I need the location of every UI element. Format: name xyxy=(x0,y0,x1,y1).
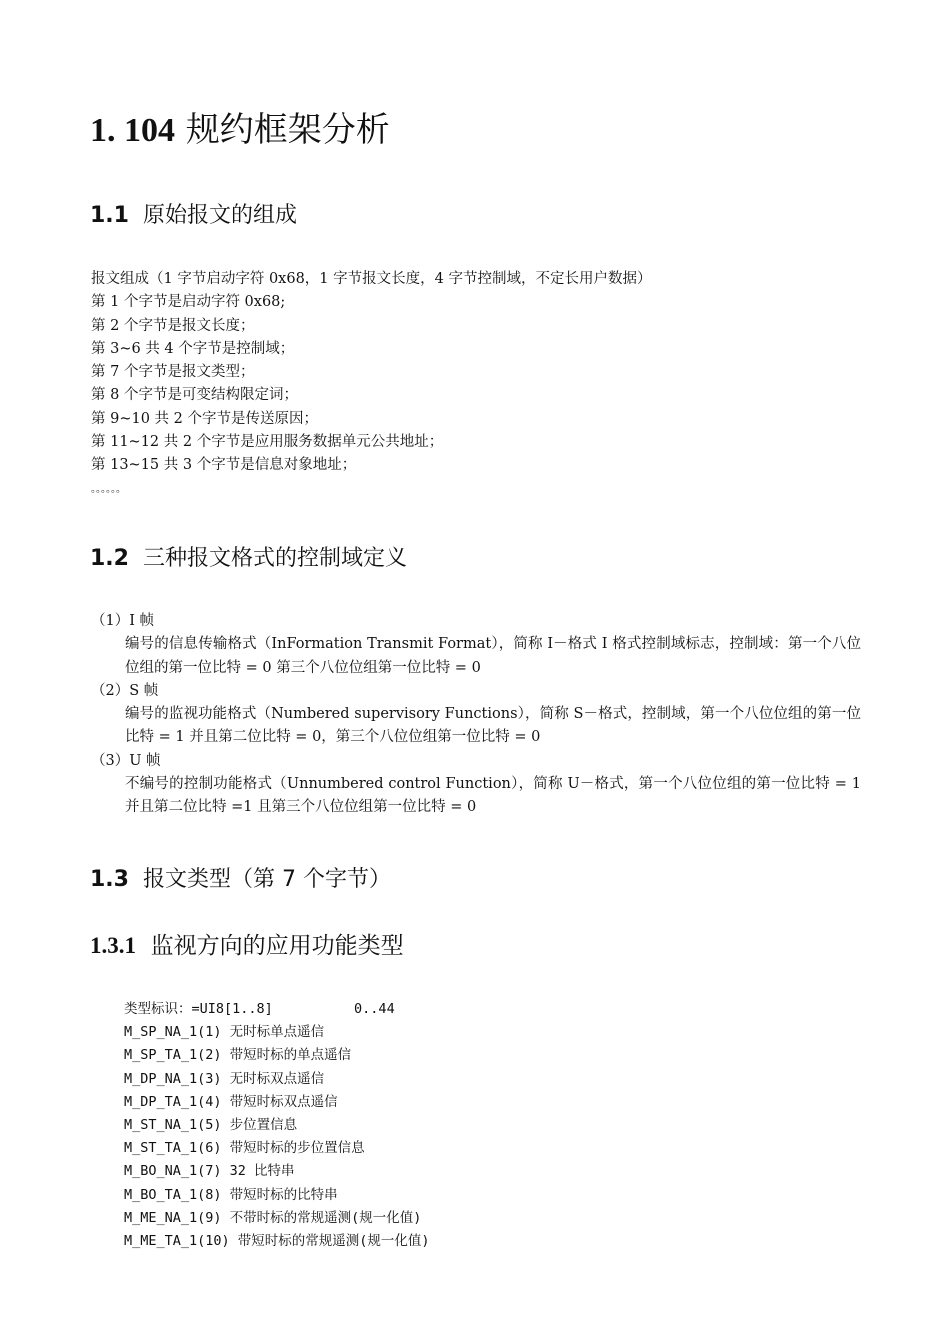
type-identification-list xyxy=(124,998,430,1253)
list-item: M_ST_NA_1(5) 步位置信息 xyxy=(124,1116,298,1133)
list-item: 报文组成（1 字节启动字符 0x68，1 字节报文长度，4 字节控制域，不定长用户数据） xyxy=(91,271,652,287)
control-field-formats xyxy=(91,610,861,820)
chapter-title: 规约框架分析 xyxy=(185,110,390,150)
format-description-i-frame: 编号的信息传输格式（InFormation Transmit Format），简称 I－格式 I 格式控制域标志，控制域：第一个八位位组的第一位比特 = 0 第三个八位位组第一位比特 = 0 xyxy=(125,636,861,676)
list-item: M_DP_NA_1(3) 无时标双点遥信 xyxy=(124,1070,325,1087)
list-item: M_BO_TA_1(8) 带短时标的比特串 xyxy=(124,1186,338,1203)
format-description-u-frame: 不编号的控制功能格式（Unnumbered control Function），简称 U－格式，第一个八位位组的第一位比特 = 1 并且第二位比特 =1 且第三个八位位组第一位比特 = 0 xyxy=(125,776,861,816)
list-item: 第 7 个字节是报文类型； xyxy=(91,364,255,381)
section-title: 原始报文的组成 xyxy=(142,203,297,228)
list-item: 第 1 个字节是启动字符 0x68; xyxy=(91,294,286,311)
section-1-3-1-heading xyxy=(90,930,404,962)
format-description-s-frame: 编号的监视功能格式（Numbered supervisory Functions），简称 S－格式，控制域，第一个八位位组的第一位比特 = 1 并且第二位比特 = 0，第三个八位位组第一位比特 = 0 xyxy=(125,706,861,746)
list-item: M_DP_TA_1(4) 带短时标双点遥信 xyxy=(124,1093,338,1110)
subsection-title: 监视方向的应用功能类型 xyxy=(150,933,404,959)
list-item: M_BO_NA_1(7) 32 比特串 xyxy=(124,1163,295,1180)
list-item: M_ME_TA_1(10) 带短时标的常规遥测(规一化值) xyxy=(124,1232,430,1249)
subsection-number: 1.3.1 xyxy=(90,933,136,958)
list-item: 第 3~6 共 4 个字节是控制域； xyxy=(91,340,295,357)
list-item: M_ST_TA_1(6) 带短时标的步位置信息 xyxy=(124,1140,365,1157)
format-title-u-frame: （3）U 帧 xyxy=(91,752,161,769)
section-1-3-heading xyxy=(90,865,391,895)
list-item: 第 2 个字节是报文长度； xyxy=(91,317,255,334)
list-item: 第 11~12 共 2 个字节是应用服务数据单元公共地址； xyxy=(91,434,444,451)
section-number: 1.1 xyxy=(90,203,129,228)
section-1-2-heading xyxy=(90,544,407,574)
chapter-heading xyxy=(90,108,390,153)
message-composition-list xyxy=(91,268,651,501)
section-1-1-heading xyxy=(90,201,297,231)
format-title-s-frame: （2）S 帧 xyxy=(91,682,159,699)
chapter-number: 1. 104 xyxy=(90,112,175,149)
format-title-i-frame: （1）I 帧 xyxy=(91,613,155,629)
list-item: M_SP_TA_1(2) 带短时标的单点遥信 xyxy=(124,1047,352,1064)
list-item: 类型标识：=UI8[1..8] 0..44 xyxy=(124,1001,395,1017)
list-item: M_ME_NA_1(9) 不带时标的常规遥测(规一化值) xyxy=(124,1209,422,1226)
list-item: 第 8 个字节是可变结构限定词； xyxy=(91,387,298,404)
section-title: 三种报文格式的控制域定义 xyxy=(142,546,407,571)
section-number: 1.3 xyxy=(90,867,129,892)
list-item: M_SP_NA_1(1) 无时标单点遥信 xyxy=(124,1024,325,1041)
list-item: 第 13~15 共 3 个字节是信息对象地址； xyxy=(91,457,357,474)
list-item: 。。。。。。 xyxy=(91,483,126,495)
section-title: 报文类型（第 7 个字节） xyxy=(142,867,391,892)
section-number: 1.2 xyxy=(90,546,129,571)
list-item: 第 9~10 共 2 个字节是传送原因； xyxy=(91,410,318,427)
